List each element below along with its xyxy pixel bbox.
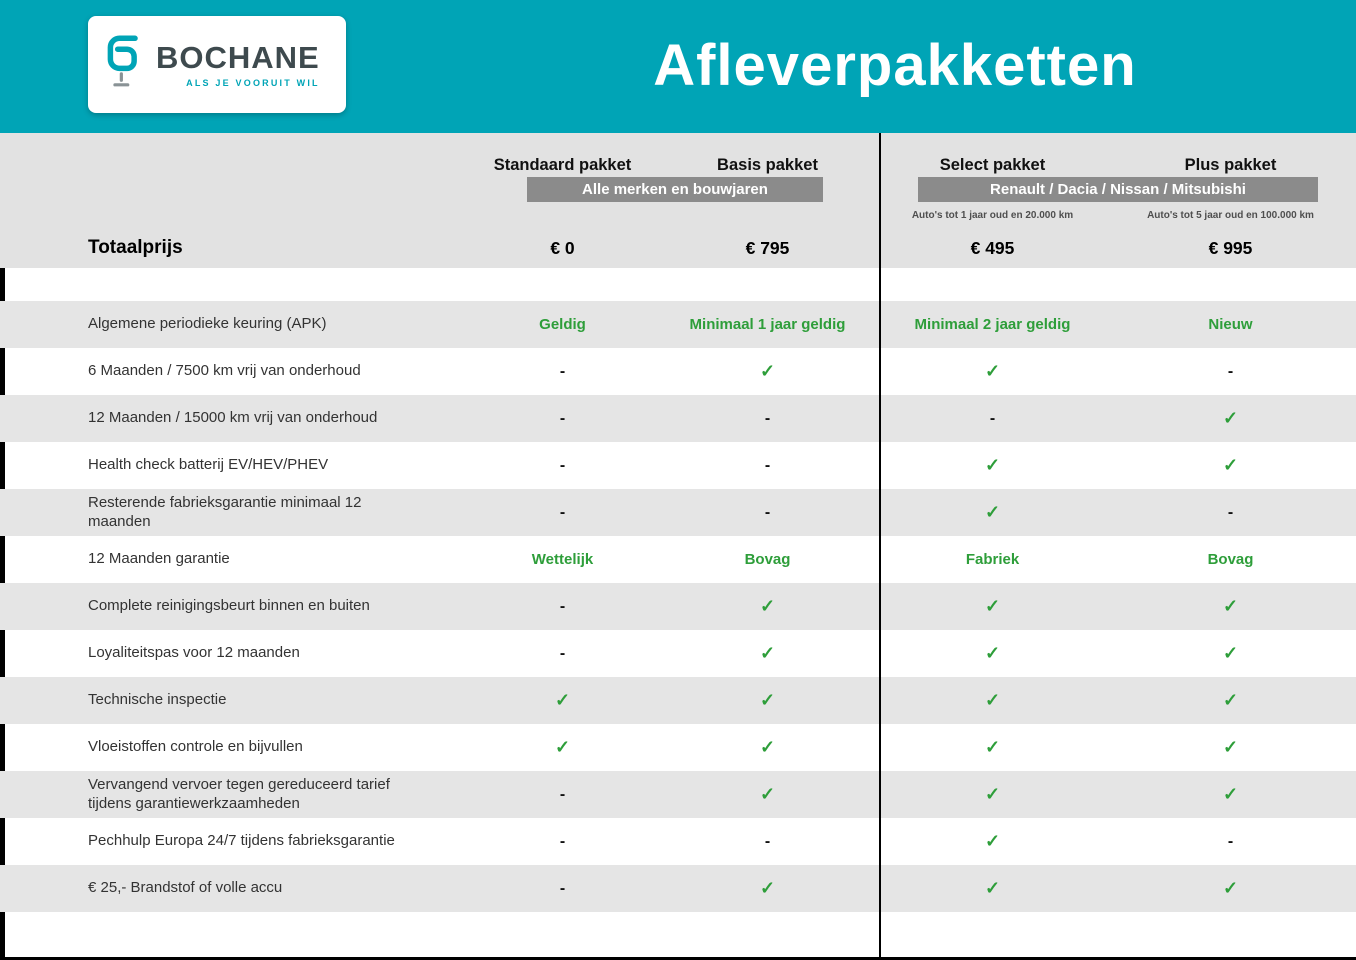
dash-mark: - xyxy=(559,409,566,427)
row-value-text: Fabriek xyxy=(965,551,1020,568)
table-row xyxy=(0,771,1356,818)
column-header-select: Select pakket xyxy=(939,156,1046,174)
table-row xyxy=(0,724,1356,771)
check-icon: ✓ xyxy=(984,455,1001,475)
column-header-standaard: Standaard pakket xyxy=(493,156,632,174)
table-row xyxy=(0,395,1356,442)
table-row xyxy=(0,818,1356,865)
row-label: 6 Maanden / 7500 km vrij van onderhoud xyxy=(88,362,361,380)
row-label: Resterende fabrieksgarantie minimaal 12 maanden xyxy=(88,493,362,530)
dash-mark: - xyxy=(559,644,566,662)
check-icon: ✓ xyxy=(759,596,776,616)
check-icon: ✓ xyxy=(984,831,1001,851)
check-icon: ✓ xyxy=(554,690,571,710)
bochane-logo-icon xyxy=(104,31,146,98)
row-label: Technische inspectie xyxy=(88,691,227,709)
totals-row xyxy=(0,228,1356,268)
row-value-text: Wettelijk xyxy=(531,551,594,568)
check-icon: ✓ xyxy=(984,596,1001,616)
row-label: Health check batterij EV/HEV/PHEV xyxy=(88,456,329,474)
dash-mark: - xyxy=(1227,503,1234,521)
brand-band-renault-group: Renault / Dacia / Nissan / Mitsubishi xyxy=(918,177,1318,202)
row-value-text: Bovag xyxy=(1207,551,1254,568)
column-header-plus: Plus pakket xyxy=(1184,156,1277,174)
dash-mark: - xyxy=(1227,832,1234,850)
total-price-standaard: € 0 xyxy=(550,237,575,258)
spacer-row xyxy=(0,268,1356,301)
row-label: Vervangend vervoer tegen gereduceerd tarief tijdens garantiewerkzaamheden xyxy=(88,775,390,812)
check-icon: ✓ xyxy=(984,878,1001,898)
table-row xyxy=(0,865,1356,912)
table-row xyxy=(0,536,1356,583)
table-row xyxy=(0,442,1356,489)
table-row xyxy=(0,583,1356,630)
subnote-select: Auto's tot 1 jaar oud en 20.000 km xyxy=(911,210,1074,221)
dash-mark: - xyxy=(559,503,566,521)
check-icon: ✓ xyxy=(984,737,1001,757)
row-value-text: Nieuw xyxy=(1208,316,1253,333)
column-headers xyxy=(0,133,1356,177)
row-label: 12 Maanden / 15000 km vrij van onderhoud xyxy=(88,409,378,427)
brand-bands xyxy=(0,177,1356,203)
row-value-text: Minimaal 1 jaar geldig xyxy=(689,316,846,333)
check-icon: ✓ xyxy=(1222,784,1239,804)
check-icon: ✓ xyxy=(759,643,776,663)
dash-mark: - xyxy=(559,597,566,615)
logo-text: BOCHANE xyxy=(156,39,320,75)
check-icon: ✓ xyxy=(984,502,1001,522)
check-icon: ✓ xyxy=(759,737,776,757)
check-icon: ✓ xyxy=(984,784,1001,804)
brand-band-all: Alle merken en bouwjaren xyxy=(527,177,823,202)
check-icon: ✓ xyxy=(1222,690,1239,710)
row-value-text: Geldig xyxy=(539,316,586,333)
dash-mark: - xyxy=(764,503,771,521)
dash-mark: - xyxy=(1227,362,1234,380)
check-icon: ✓ xyxy=(1222,408,1239,428)
comparison-rows xyxy=(0,301,1356,912)
row-label: Vloeistoffen controle en bijvullen xyxy=(88,738,303,756)
teal-header xyxy=(0,0,1356,133)
dash-mark: - xyxy=(559,785,566,803)
check-icon: ✓ xyxy=(554,737,571,757)
group-divider-line xyxy=(879,133,881,960)
check-icon: ✓ xyxy=(759,878,776,898)
table-row xyxy=(0,301,1356,348)
check-icon: ✓ xyxy=(1222,596,1239,616)
subnote-plus: Auto's tot 5 jaar oud en 100.000 km xyxy=(1147,210,1314,221)
table-row xyxy=(0,348,1356,395)
table-row xyxy=(0,489,1356,536)
subnotes xyxy=(0,203,1356,228)
check-icon: ✓ xyxy=(1222,878,1239,898)
bochane-logo xyxy=(88,16,346,113)
row-label: Algemene periodieke keuring (APK) xyxy=(88,315,327,333)
row-label: € 25,- Brandstof of volle accu xyxy=(88,879,283,897)
dash-mark: - xyxy=(764,409,771,427)
check-icon: ✓ xyxy=(984,361,1001,381)
page-title: Afleverpakketten xyxy=(653,32,1137,98)
check-icon: ✓ xyxy=(759,784,776,804)
dash-mark: - xyxy=(559,456,566,474)
check-icon: ✓ xyxy=(984,690,1001,710)
dash-mark: - xyxy=(764,456,771,474)
check-icon: ✓ xyxy=(759,361,776,381)
check-icon: ✓ xyxy=(984,643,1001,663)
total-price-basis: € 795 xyxy=(745,237,790,258)
check-icon: ✓ xyxy=(1222,737,1239,757)
dash-mark: - xyxy=(559,832,566,850)
table-row xyxy=(0,677,1356,724)
dash-mark: - xyxy=(559,879,566,897)
check-icon: ✓ xyxy=(1222,455,1239,475)
row-label: 12 Maanden garantie xyxy=(88,550,230,568)
totals-label: Totaalprijs xyxy=(88,237,183,258)
row-label: Complete reinigingsbeurt binnen en buiten xyxy=(88,597,370,615)
check-icon: ✓ xyxy=(759,690,776,710)
row-label: Pechhulp Europa 24/7 tijdens fabrieksgarantie xyxy=(88,832,395,850)
bottom-spacer xyxy=(0,912,1356,958)
table-row xyxy=(0,630,1356,677)
logo-tagline: ALS JE VOORUIT WIL xyxy=(186,77,320,88)
dash-mark: - xyxy=(764,832,771,850)
row-value-text: Minimaal 2 jaar geldig xyxy=(914,316,1071,333)
row-value-text: Bovag xyxy=(744,551,791,568)
dash-mark: - xyxy=(559,362,566,380)
dash-mark: - xyxy=(989,409,996,427)
check-icon: ✓ xyxy=(1222,643,1239,663)
total-price-plus: € 995 xyxy=(1208,237,1253,258)
total-price-select: € 495 xyxy=(970,237,1015,258)
row-label: Loyaliteitspas voor 12 maanden xyxy=(88,644,300,662)
table-header xyxy=(0,133,1356,268)
column-header-basis: Basis pakket xyxy=(717,156,818,174)
